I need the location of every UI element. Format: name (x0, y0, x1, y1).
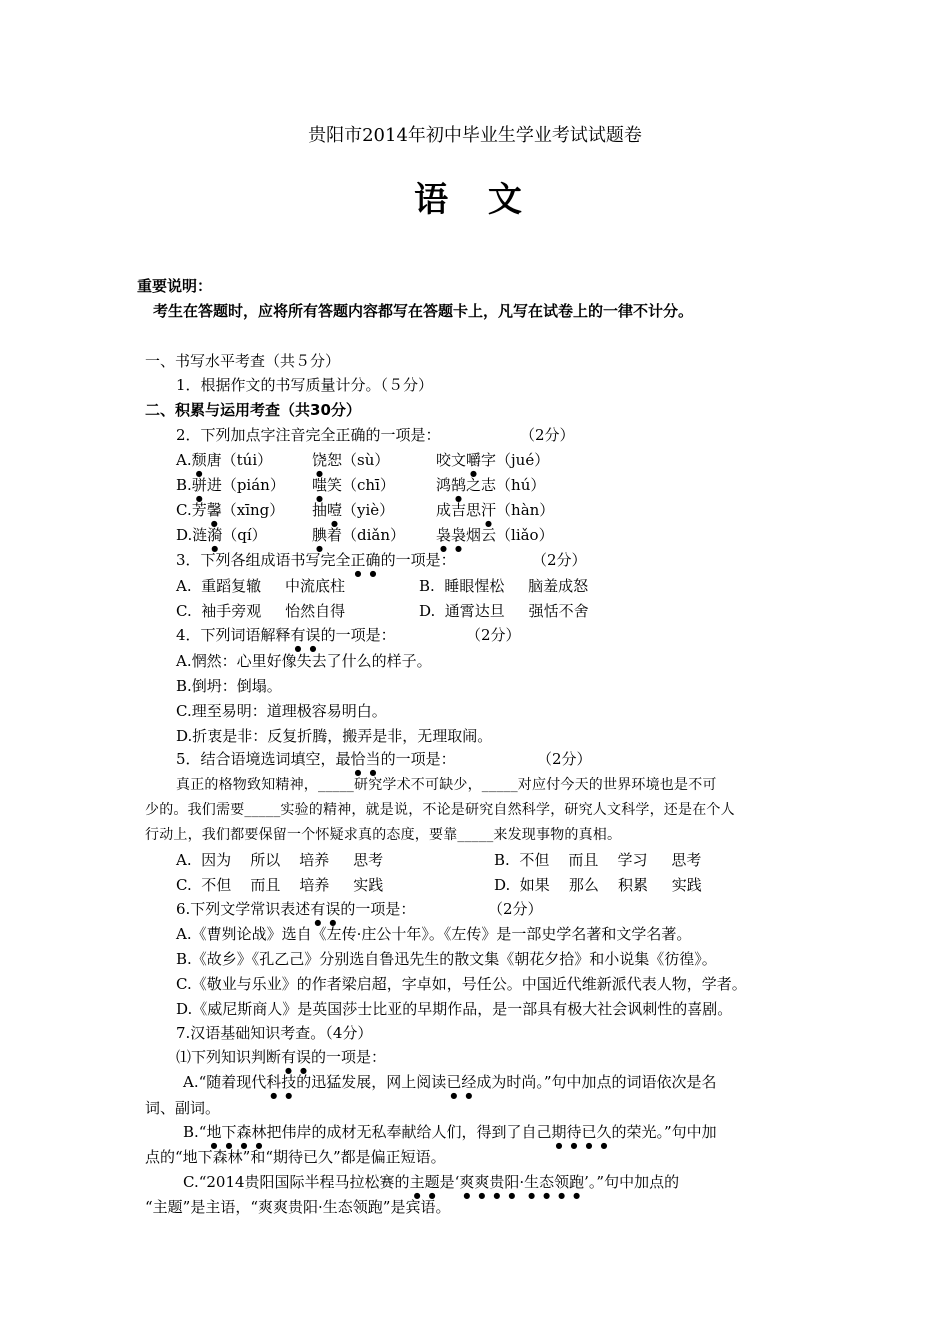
q6-option-a: A.《曹刿论战》选自《左传·庄公十年》。《左传》是一部史学名著和文学名著。 (176, 925, 692, 943)
q5-option-c: C. 不但 而且 培养 实践 (176, 876, 384, 894)
q1-text: 1．根据作文的书写质量计分。（５分） (176, 376, 434, 394)
q3-score: （2分） (532, 551, 587, 569)
q2-option-c-2: 抽噎（yiè） (312, 501, 395, 519)
q4-stem: 4．下列词语解释有误的一项是： (176, 626, 396, 644)
q4-option-d: D.折衷是非：反复折腾，搬弄是非，无理取闹。 (176, 727, 493, 745)
q2-option-a-3: 咬文嚼字（jué） (436, 451, 550, 469)
q5-option-a: A. 因为 所以 培养 思考 (176, 851, 384, 869)
q6-option-c: C.《敬业与乐业》的作者梁启超，字卓如，号任公。中国近代维新派代表人物，学者。 (176, 975, 747, 993)
q4-option-c: C.理至易明：道理极容易明白。 (176, 702, 387, 720)
q4-option-b: B.倒坍：倒塌。 (176, 677, 282, 695)
q3-option-c: C. 袖手旁观 怡然自得 (176, 602, 346, 620)
q3-stem: 3．下列各组成语书写完全正确的一项是： (176, 551, 456, 569)
q2-option-c: C.芳馨（xīng） (176, 501, 285, 519)
q5-passage-line2: 少的。我们需要_____实验的精神，就是说，不论是研究自然科学，研究人文科学，还是在个人 (145, 802, 735, 818)
notice-heading: 重要说明： (137, 277, 213, 295)
q5-score: （2分） (537, 750, 592, 768)
q2-option-b: B.骈进（pián） (176, 476, 285, 494)
q6-stem: 6.下列文学常识表述有误的一项是： (176, 900, 416, 918)
q3-option-b: B. 睡眼惺松 脑羞成怒 (419, 577, 589, 595)
q7-option-a: A.“随着现代科技的迅猛发展，网上阅读已经成为时尚。”句中加点的词语依次是名 (183, 1073, 717, 1091)
section2-heading: 二、积累与运用考查（共30分） (145, 401, 361, 419)
q2-score: （2分） (520, 426, 575, 444)
q4-option-a: A.惘然：心里好像失去了什么的样子。 (176, 652, 432, 670)
q7-option-b: B.“地下森林把伟岸的成材无私奉献给人们，得到了自己期待已久的荣光。”句中加 (183, 1123, 717, 1141)
q6-score: （2分） (488, 900, 543, 918)
document-title: 贵阳市2014年初中毕业生学业考试试题卷 (308, 125, 642, 146)
q5-option-b: B. 不但 而且 学习 思考 (494, 851, 702, 869)
q7-option-c: C.“2014贵阳国际半程马拉松赛的主题是‘爽爽贵阳·生态领跑’。”句中加点的 (183, 1173, 680, 1191)
q7-option-a-line2: 词、副词。 (145, 1099, 221, 1117)
q7-option-b-line2: 点的“地下森林”和“期待已久”都是偏正短语。 (145, 1148, 446, 1166)
section1-heading: 一、书写水平考查（共５分） (145, 352, 341, 370)
notice-text: 考生在答题时，应将所有答题内容都写在答题卡上，凡写在试卷上的一律不计分。 (153, 302, 694, 320)
q2-option-d-3: 袅袅烟云（liǎo） (436, 526, 554, 544)
q7-sub1-stem: ⑴下列知识判断有误的一项是： (176, 1048, 387, 1066)
q5-stem: 5．结合语境选词填空，最恰当的一项是： (176, 750, 456, 768)
q4-score: （2分） (466, 626, 521, 644)
q3-option-a: A. 重蹈复辙 中流底柱 (176, 577, 345, 595)
q2-option-b-2: 嗤笑（chī） (312, 476, 395, 494)
q5-passage-line3: 行动上，我们都要保留一个怀疑求真的态度，要靠_____来发现事物的真相。 (145, 827, 622, 843)
q2-option-d: D.涟漪（qí） (176, 526, 267, 544)
q5-passage-line1: 真正的格物致知精神，_____研究学术不可缺少，_____对应付今天的世界环境也是不可 (176, 777, 717, 793)
q2-option-a: A.颓唐（túi） (176, 451, 273, 469)
q5-option-d: D. 如果 那么 积累 实践 (494, 876, 702, 894)
q2-option-b-3: 鸿鹄之志（hú） (436, 476, 546, 494)
q2-option-c-3: 成吉思汗（hàn） (436, 501, 555, 519)
q6-option-b: B.《故乡》《孔乙己》分别选自鲁迅先生的散文集《朝花夕拾》和小说集《彷徨》。 (176, 950, 717, 968)
q3-option-d: D. 通霄达旦 强恬不舍 (419, 602, 589, 620)
q7-option-c-line2: “主题”是主语，“爽爽贵阳·生态领跑”是宾语。 (145, 1198, 451, 1216)
q6-option-d: D.《威尼斯商人》是英国莎士比亚的早期作品，是一部具有极大社会讽刺性的喜剧。 (176, 1000, 733, 1018)
q7-stem: 7.汉语基础知识考查。（4分） (176, 1024, 373, 1042)
q2-option-d-2: 腆着（diǎn） (312, 526, 406, 544)
q2-option-a-2: 饶恕（sù） (312, 451, 390, 469)
q2-stem: 2．下列加点字注音完全正确的一项是： (176, 426, 441, 444)
subject-title: 语 文 (414, 180, 536, 220)
